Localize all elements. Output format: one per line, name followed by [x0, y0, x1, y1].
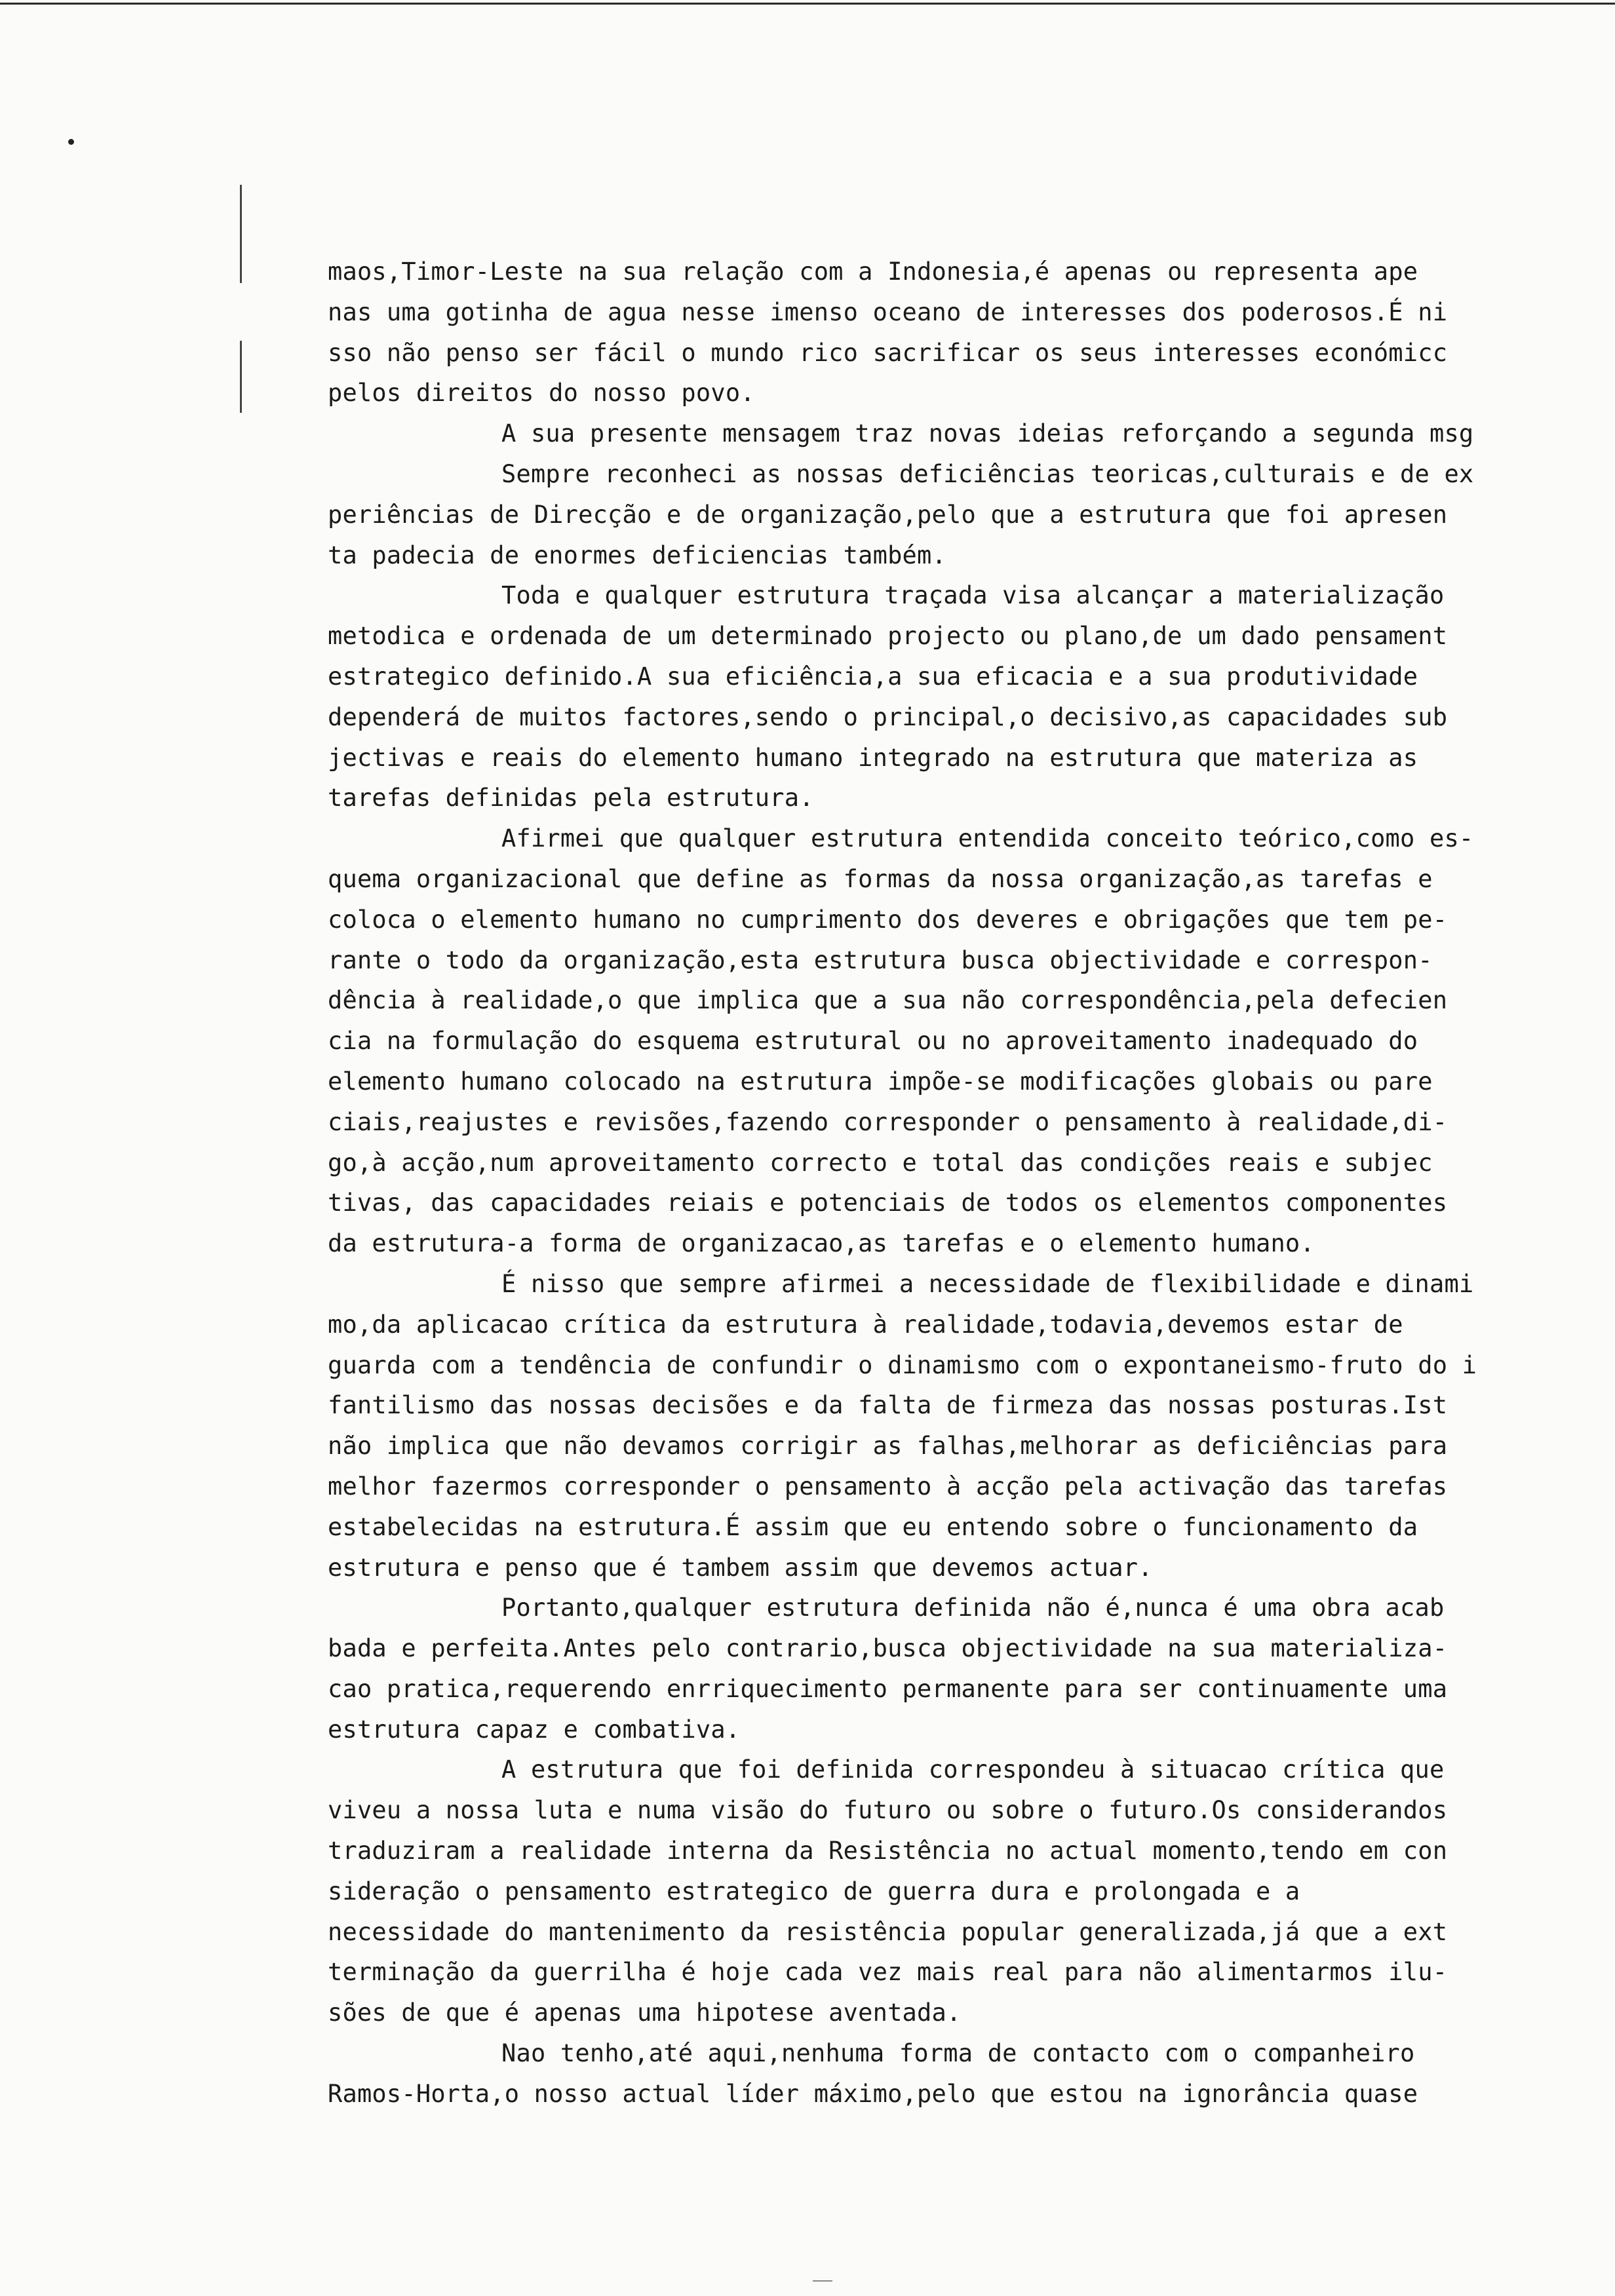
- text-line: guarda com a tendência de confundir o dinamismo com o expontaneismo-fruto do i: [328, 1350, 1477, 1379]
- text-line: metodica e ordenada de um determinado projecto ou plano,de um dado pensament: [328, 622, 1448, 651]
- paragraph-start-line: A sua presente mensagem traz novas ideias reforçando a segunda msg: [501, 419, 1474, 448]
- text-line: estrategico definido.A sua eficiência,a sua eficacia e a sua produtividade: [328, 662, 1418, 691]
- text-line: viveu a nossa luta e numa visão do futuro ou sobre o futuro.Os considerandos: [328, 1796, 1448, 1825]
- text-line: necessidade do mantenimento da resistência popular generalizada,já que a ext: [328, 1917, 1448, 1946]
- text-line: sões de que é apenas uma hipotese aventada.: [328, 1999, 962, 2027]
- typed-page: [328, 252, 1612, 2114]
- text-line: dência à realidade,o que implica que a sua não correspondência,pela defecien: [328, 986, 1448, 1015]
- text-line: traduziram a realidade interna da Resistência no actual momento,tendo em con: [328, 1837, 1448, 1866]
- text-line: cao pratica,requerendo enrriquecimento permanente para ser continuamente uma: [328, 1674, 1448, 1703]
- text-line: fantilismo das nossas decisões e da falta de firmeza das nossas posturas.Ist: [328, 1391, 1448, 1420]
- paragraph-start-line: Nao tenho,até aqui,nenhuma forma de contacto com o companheiro: [501, 2039, 1415, 2068]
- text-line: estabelecidas na estrutura.É assim que eu entendo sobre o funcionamento da: [328, 1512, 1418, 1541]
- text-line: terminação da guerrilha é hoje cada vez mais real para não alimentarmos ilu-: [328, 1958, 1448, 1987]
- text-line: sideração o pensamento estrategico de guerra dura e prolongada e a: [328, 1877, 1300, 1905]
- text-line: periências de Direcção e de organização,pelo que a estrutura que foi apresen: [328, 500, 1448, 529]
- paragraph-start-line: Sempre reconheci as nossas deficiências teoricas,culturais e de ex: [501, 459, 1474, 488]
- text-line: bada e perfeita.Antes pelo contrario,busca objectividade na sua materializa-: [328, 1634, 1448, 1663]
- paragraph-start-line: A estrutura que foi definida correspondeu à situacao crítica que: [501, 1755, 1445, 1784]
- text-line: estrutura capaz e combativa.: [328, 1715, 741, 1744]
- top-edge-rule: [0, 3, 1615, 5]
- paragraph-start-line: É nisso que sempre afirmei a necessidade de flexibilidade e dinami: [501, 1269, 1474, 1298]
- text-line: cia na formulação do esquema estrutural ou no aproveitamento inadequado do: [328, 1027, 1418, 1056]
- text-line: rante o todo da organização,esta estrutura busca objectividade e correspon-: [328, 946, 1433, 974]
- paragraph-start-line: Afirmei que qualquer estrutura entendida conceito teórico,como es-: [501, 824, 1474, 853]
- text-line: nas uma gotinha de agua nesse imenso oceano de interesses dos poderosos.É ni: [328, 297, 1448, 326]
- paragraph-start-line: Toda e qualquer estrutura traçada visa alcançar a materialização: [501, 581, 1445, 610]
- text-line: sso não penso ser fácil o mundo rico sacrificar os seus interesses económicc: [328, 338, 1448, 367]
- text-line: da estrutura-a forma de organizacao,as tarefas e o elemento humano.: [328, 1229, 1315, 1258]
- text-line: go,à acção,num aproveitamento correcto e total das condições reais e subjec: [328, 1148, 1433, 1177]
- text-line: pelos direitos do nosso povo.: [328, 379, 755, 408]
- text-line: não implica que não devamos corrigir as falhas,melhorar as deficiências para: [328, 1432, 1448, 1461]
- text-line: dependerá de muitos factores,sendo o principal,o decisivo,as capacidades sub: [328, 702, 1448, 731]
- paragraph-start-line: Portanto,qualquer estrutura definida não é,nunca é uma obra acab: [501, 1594, 1445, 1622]
- text-line: Ramos-Horta,o nosso actual líder máximo,pelo que estou na ignorância quase: [328, 2079, 1418, 2108]
- text-line: elemento humano colocado na estrutura impõe-se modificações globais ou pare: [328, 1067, 1433, 1096]
- text-line: ta padecia de enormes deficiencias também.: [328, 541, 946, 569]
- text-line: quema organizacional que define as formas da nossa organização,as tarefas e: [328, 864, 1433, 893]
- margin-bar: [240, 341, 242, 413]
- text-line: coloca o elemento humano no cumprimento dos deveres e obrigações que tem pe-: [328, 905, 1448, 934]
- margin-bar: [240, 185, 242, 283]
- margin-dot: [68, 139, 74, 145]
- text-line: ciais,reajustes e revisões,fazendo corresponder o pensamento à realidade,di-: [328, 1107, 1448, 1136]
- scan-artifact-mark: [813, 2280, 832, 2282]
- text-line: tarefas definidas pela estrutura.: [328, 784, 814, 813]
- text-line: maos,Timor-Leste na sua relação com a Indonesia,é apenas ou representa ape: [328, 258, 1418, 286]
- text-line: jectivas e reais do elemento humano integrado na estrutura que materiza as: [328, 743, 1418, 772]
- text-line: mo,da aplicacao crítica da estrutura à realidade,todavia,devemos estar de: [328, 1310, 1403, 1339]
- text-line: tivas, das capacidades reiais e potenciais de todos os elementos componentes: [328, 1189, 1448, 1217]
- text-line: estrutura e penso que é tambem assim que devemos actuar.: [328, 1553, 1153, 1582]
- text-line: melhor fazermos corresponder o pensamento à acção pela activação das tarefas: [328, 1472, 1448, 1501]
